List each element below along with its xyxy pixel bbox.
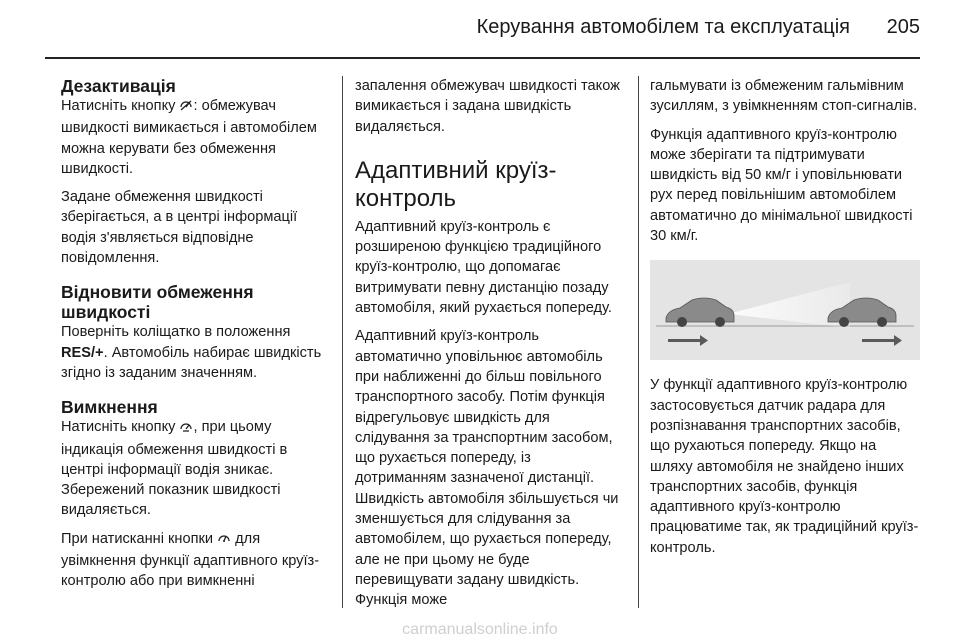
radar-paragraph: У функції адаптивного круїз-контролю застосовується датчик радара для розпізнавання транспортних засобів, що рухаються попереду. Якщо на шляху автомобіля не знайдено інших транспортних засобів, функція адаптивного круїз-контролю працюватиме так, як традиційний круїз-контроль.: [650, 377, 919, 556]
continued-paragraph: запалення обмежувач швидкості також вимикається і задана швидкість видаляється.: [355, 78, 620, 135]
text-run: При натисканні кнопки: [61, 530, 214, 547]
text-run: Поверніть коліщатко в положення: [61, 324, 291, 341]
acc-paragraph-1: Адаптивний круїз-контроль є розширеною функцією традиційного круїз-контролю, що допомагає витримувати певну дистанцію позаду автомобіля, який рухається попереду.: [355, 218, 612, 317]
column-divider-2: [638, 76, 639, 608]
deactivation-paragraph-1: [61, 96, 329, 179]
text-run: , при цьому індикація обмеження швидкості в центрі інформації водія зникає. Збережений показник швидкості видаляється.: [61, 419, 288, 519]
acc-heading: Адаптивний круїз-контроль: [355, 156, 557, 212]
off-paragraph-1: [61, 417, 329, 520]
speed-limiter-off-icon: [179, 98, 193, 118]
deactivation-paragraph-2: Задане обмеження швидкості зберігається, а в центрі інформації водія з'являється відповідне повідомлення.: [61, 189, 298, 267]
column-2: [355, 76, 623, 619]
column-1: [61, 76, 329, 600]
header-divider: [45, 57, 920, 59]
radar-illustration: [650, 260, 920, 360]
text-run: Натисніть кнопку: [61, 98, 176, 114]
text-run: . Автомобіль набирає швидкість згідно із заданим значенням.: [61, 344, 322, 381]
page-header-title: Керування автомобілем та експлуатація: [476, 16, 850, 38]
speed-range-paragraph: Функція адаптивного круїз-контролю може зберігати та підтримувати швидкість від 50 км/г і уповільнювати рух перед повільнішим автомобілем автоматично до мінімальної швидкості 30 км/г.: [650, 126, 913, 245]
watermark: carmanualsonline.info: [402, 621, 558, 638]
res-plus-key: RES/+: [61, 344, 104, 361]
braking-paragraph: гальмувати із обмеженим гальмівним зусиллям, з увімкненням стоп-сигналів.: [650, 78, 918, 115]
off-heading: Вимкнення: [61, 397, 158, 418]
text-run: Натисніть кнопку: [61, 419, 176, 436]
restore-heading: Відновити обмеження швидкості: [61, 282, 254, 323]
page-number: 205: [886, 16, 920, 38]
cruise-control-icon: [217, 531, 231, 551]
column-divider-1: [342, 76, 343, 608]
speed-limiter-icon: [179, 419, 193, 439]
off-paragraph-2: [61, 529, 329, 592]
text-run: для увімкнення функції адаптивного круїз-контролю або при вимкненні: [61, 530, 320, 590]
restore-paragraph: [61, 322, 329, 383]
column-3: [650, 76, 922, 566]
text-run: : обмежувач швидкості вимикається і автомобілем можна керувати без обмеження швидкості.: [61, 98, 317, 177]
acc-paragraph-2: Адаптивний круїз-контроль автоматично уповільнює автомобіль при наближенні до більш повільного транспортного засобу. Потім функція відрегульовує швидкість для слідування за транспортним засобом, що рухається попереду, із дотриманням зазначеної дистанції. Швидкість автомобіля збільшується чи зменшується для слідування за автомобілем, що рухається попереду, але не при цьому не буде перевищувати задану швидкість. Функція може: [355, 328, 619, 609]
deactivation-heading: Дезактивація: [61, 76, 176, 96]
